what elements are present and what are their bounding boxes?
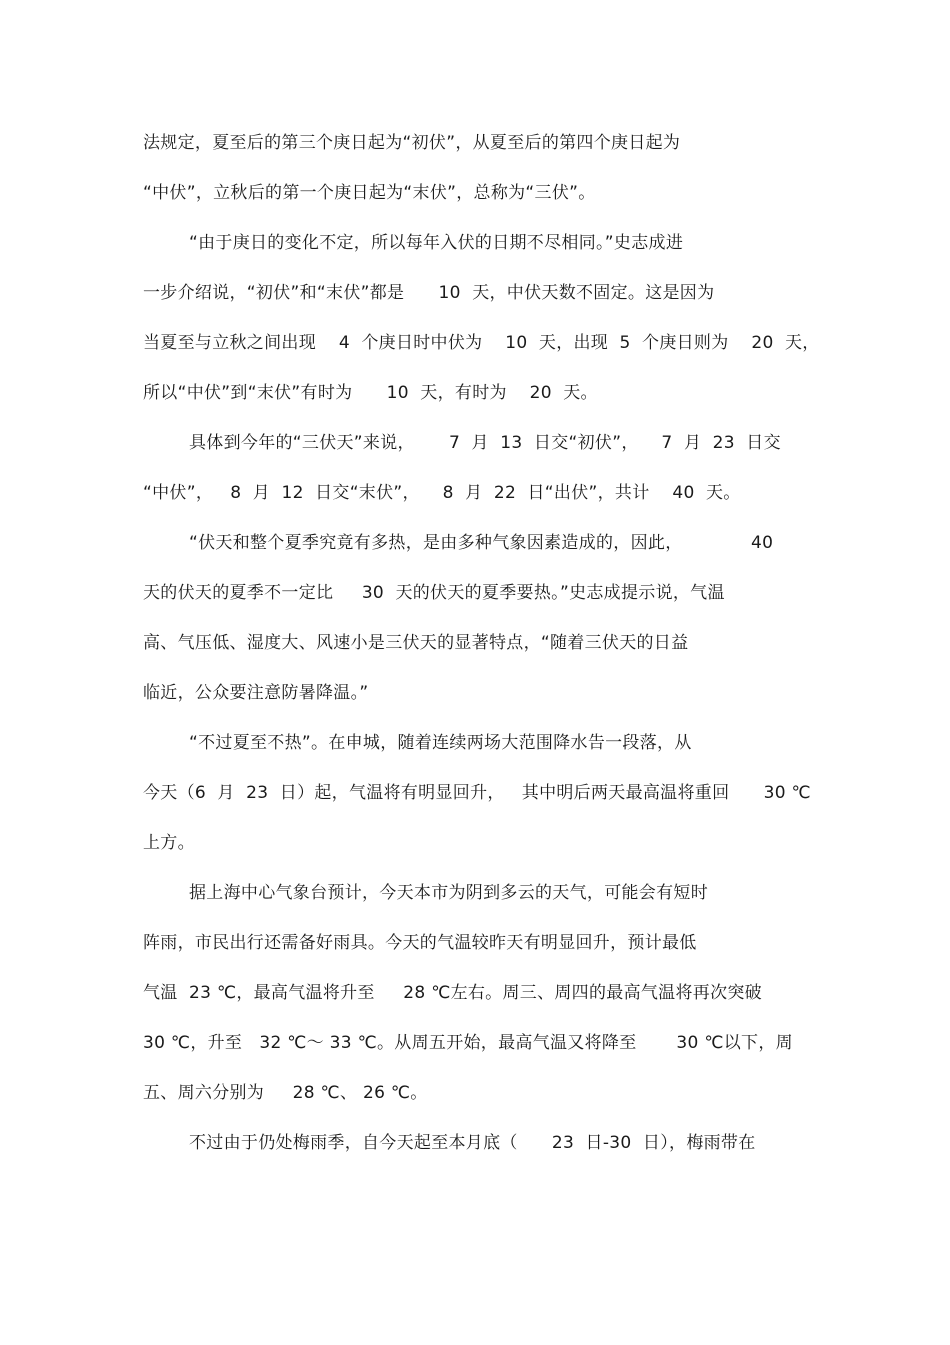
text-line: 30 ℃，升至 32 ℃～ 33 ℃。从周五开始，最高气温又将降至 30 ℃以下，周 [143, 1033, 793, 1053]
text-line: 五、周六分别为 28 ℃、 26 ℃。 [143, 1083, 428, 1103]
text-line: “中伏”，立秋后的第一个庚日起为“末伏”，总称为“三伏”。 [143, 183, 596, 203]
text-line: 所以“中伏”到“末伏”有时为 10 天，有时为 20 天。 [143, 383, 598, 403]
text-line: 临近，公众要注意防暑降温。” [143, 683, 369, 703]
text-line: 高、气压低、湿度大、风速小是三伏天的显著特点，“随着三伏天的日益 [143, 633, 689, 653]
text-line: “中伏”， 8 月 12 日交“末伏”， 8 月 22 日“出伏”，共计 40 天。 [143, 483, 741, 503]
paragraph-start-line: 据上海中心气象台预计，今天本市为阴到多云的天气，可能会有短时 [189, 883, 708, 903]
text-line: 当夏至与立秋之间出现 4 个庚日时中伏为 10 天，出现 5 个庚日则为 20 天， [143, 333, 820, 353]
text-line: 上方。 [143, 833, 195, 853]
paragraph-start-line: “不过夏至不热”。在申城，随着连续两场大范围降水告一段落，从 [189, 733, 692, 753]
paragraph-start-line: 具体到今年的“三伏天”来说， 7 月 13 日交“初伏”， 7 月 23 日交 [189, 433, 781, 453]
paragraph-start-line: “由于庚日的变化不定，所以每年入伏的日期不尽相同。”史志成进 [189, 233, 684, 253]
text-line: 一步介绍说，“初伏”和“末伏”都是 10 天，中伏天数不固定。这是因为 [143, 283, 715, 303]
text-line: 气温 23 ℃，最高气温将升至 28 ℃左右。周三、周四的最高气温将再次突破 [143, 983, 762, 1003]
paragraph-start-line: “伏天和整个夏季究竟有多热，是由多种气象因素造成的，因此， 40 [189, 533, 774, 553]
paragraph-start-line: 不过由于仍处梅雨季，自今天起至本月底（ 23 日-30 日），梅雨带在 [189, 1133, 756, 1153]
text-line: 法规定，夏至后的第三个庚日起为“初伏”，从夏至后的第四个庚日起为 [143, 133, 681, 153]
text-line: 阵雨，市民出行还需备好雨具。今天的气温较昨天有明显回升，预计最低 [143, 933, 697, 953]
text-line: 天的伏天的夏季不一定比 30 天的伏天的夏季要热。”史志成提示说，气温 [143, 583, 725, 603]
text-line: 今天（6 月 23 日）起，气温将有明显回升， 其中明后两天最高温将重回 30 ℃ [143, 783, 811, 803]
